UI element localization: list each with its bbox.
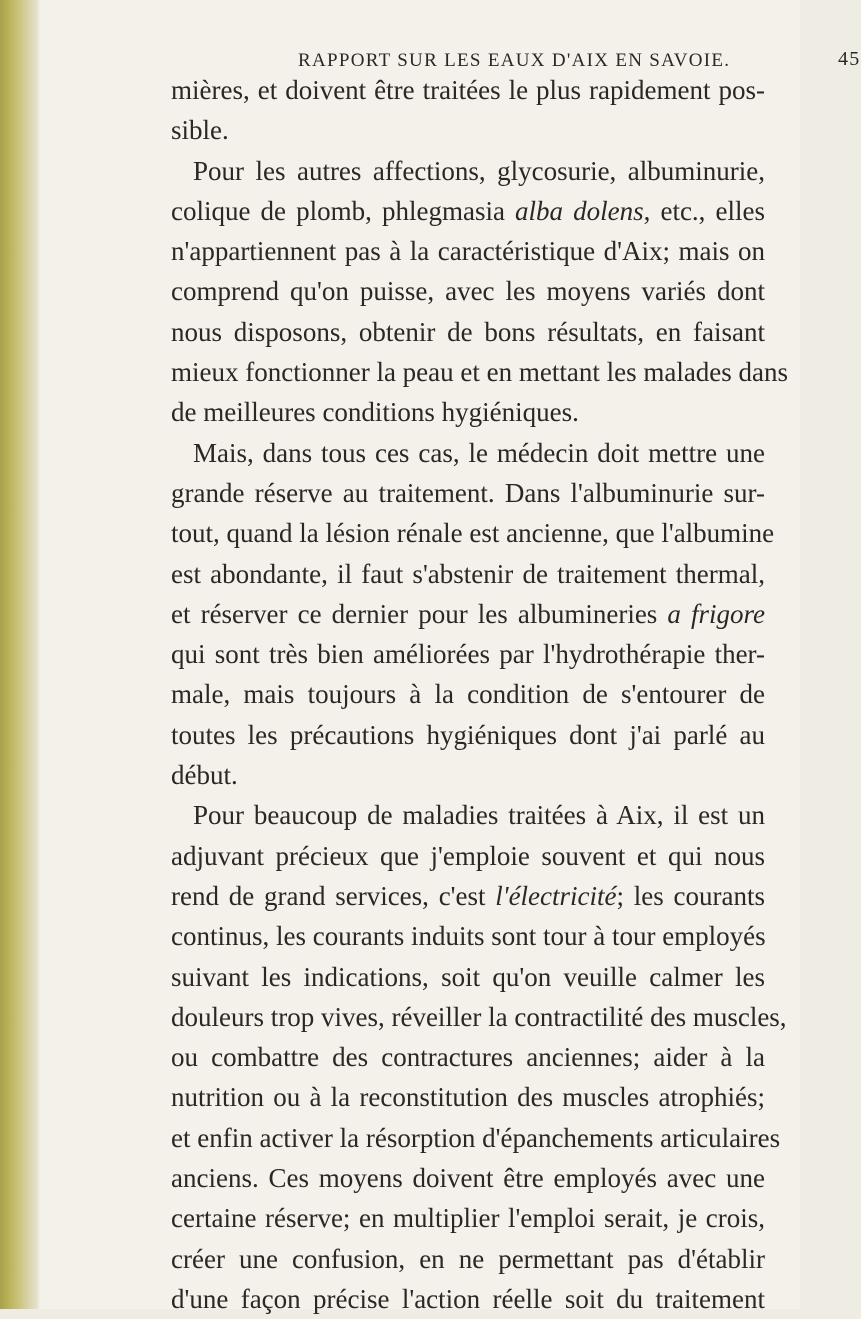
italic-phrase: l'électricité	[495, 880, 617, 911]
body-text	[171, 70, 789, 1319]
running-title: RAPPORT SUR LES EAUX D'AIX EN SAVOIE.	[298, 50, 731, 71]
text-line: suivant les indications, soit qu'on veuille calmer les	[171, 961, 765, 992]
text-line: tout, quand la lésion rénale est ancienne, que l'albumine	[171, 518, 775, 549]
text-line: et réserver ce dernier pour les albumineries a frigore	[171, 598, 765, 629]
text-line: colique de plomb, phlegmasia alba dolens, etc., elles	[171, 195, 766, 226]
text-line: Pour les autres affections, glycosurie, albuminurie,	[193, 155, 765, 186]
text-line: d'une façon précise l'action réelle soit du traitement	[171, 1283, 765, 1314]
text-line: nous disposons, obtenir de bons résultats, en faisant	[171, 316, 765, 347]
text-line: Pour beaucoup de maladies traitées à Aix, il est un	[193, 800, 765, 831]
book-binding-edge	[0, 0, 38, 1309]
text-line: qui sont très bien améliorées par l'hydrothérapie ther-	[171, 639, 765, 670]
text-line: nutrition ou à la reconstitution des muscles atrophiés;	[171, 1082, 765, 1113]
text-line: certaine réserve; en multiplier l'emploi serait, je crois,	[171, 1203, 765, 1234]
text-line: mieux fonctionner la peau et en mettant les malades dans	[171, 357, 789, 388]
text-line: douleurs trop vives, réveiller la contractilité des muscles,	[171, 1001, 787, 1032]
text-line: Mais, dans tous ces cas, le médecin doit mettre une	[193, 437, 765, 468]
text-line: male, mais toujours à la condition de s'entourer de	[171, 679, 765, 710]
text-line: début.	[171, 760, 238, 791]
italic-phrase: a frigore	[667, 598, 765, 629]
book-page	[40, 0, 861, 1314]
italic-phrase: alba dolens	[515, 195, 644, 226]
text-line: n'appartiennent pas à la caractéristique d'Aix; mais on	[171, 236, 765, 267]
text-line: rend de grand services, c'est l'électricité; les courants	[171, 880, 765, 911]
text-line: de meilleures conditions hygiéniques.	[171, 397, 579, 428]
text-line: continus, les courants induits sont tour à tour employés	[171, 921, 766, 952]
text-line: créer une confusion, en ne permettant pas d'établir	[171, 1243, 765, 1274]
text-line: grande réserve au traitement. Dans l'albuminurie sur-	[171, 477, 765, 508]
text-line: et enfin activer la résorption d'épanchements articulaires	[171, 1122, 781, 1153]
text-line: toutes les précautions hygiéniques dont j'ai parlé au	[171, 719, 765, 750]
text-line: mières, et doivent être traitées le plus rapidement pos-	[171, 75, 765, 105]
text-line: ou combattre des contractures anciennes; aider à la	[171, 1042, 765, 1073]
text-line: comprend qu'on puisse, avec les moyens variés dont	[171, 276, 765, 307]
text-line: anciens. Ces moyens doivent être employés avec une	[171, 1163, 765, 1194]
text-line: sible.	[171, 115, 229, 146]
page-number: 45	[838, 48, 861, 70]
text-line: est abondante, il faut s'abstenir de traitement thermal,	[171, 558, 765, 589]
text-line: adjuvant précieux que j'emploie souvent et qui nous	[171, 840, 765, 871]
